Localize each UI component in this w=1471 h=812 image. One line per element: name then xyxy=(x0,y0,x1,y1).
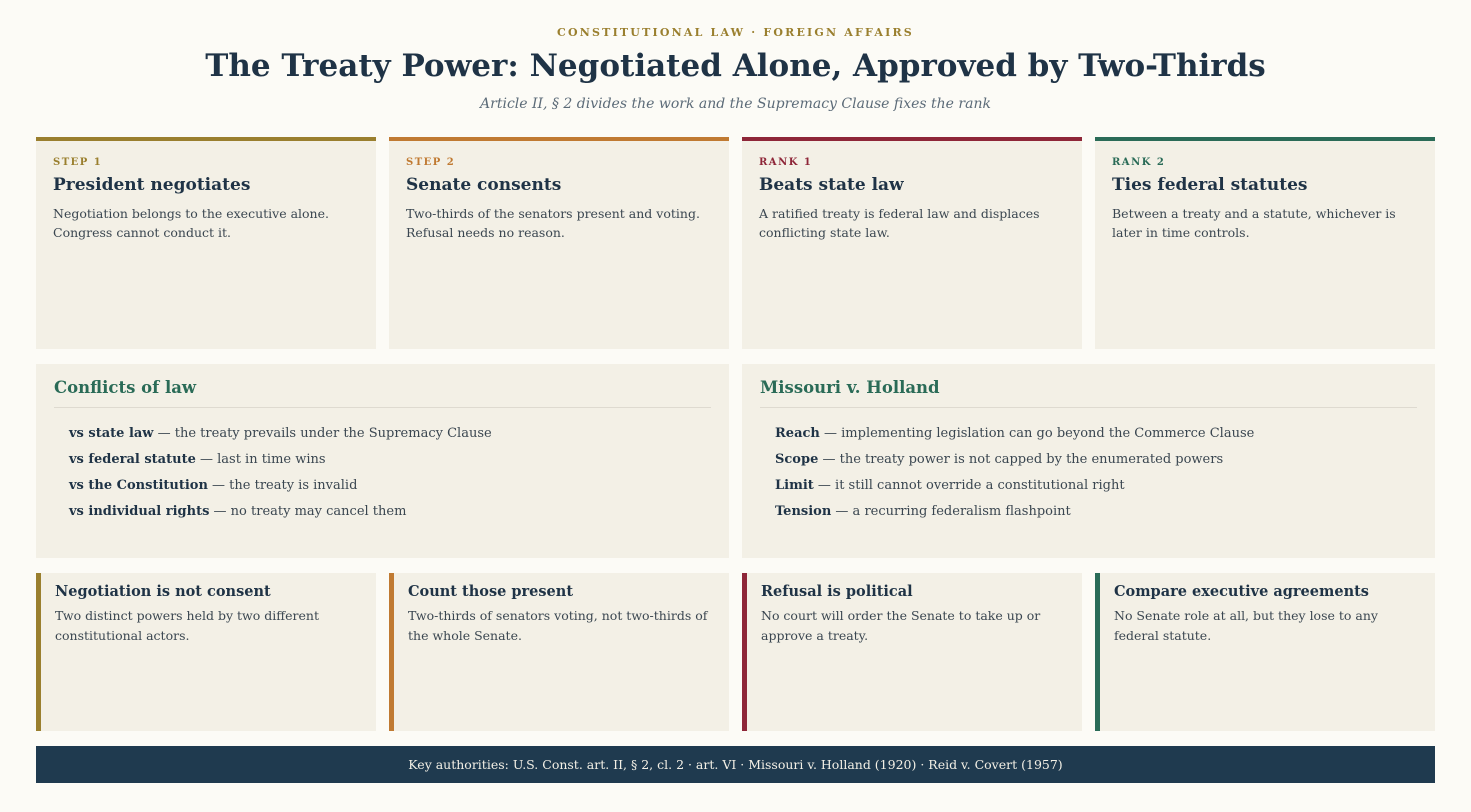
notes-row xyxy=(36,573,1435,731)
footer-authorities: Key authorities: U.S. Const. art. II, § 2, cl. 2 · art. VI · Missouri v. Holland (1920) · Reid v. Covert (1957) xyxy=(36,746,1435,783)
note-title: Compare executive agreements xyxy=(1114,583,1369,600)
list-item xyxy=(775,447,1417,473)
list-item-term: Reach xyxy=(775,426,820,441)
list-item xyxy=(775,499,1417,525)
list-item-text: — it still cannot override a constitutional right xyxy=(813,478,1125,493)
list-item-term: vs state law xyxy=(69,426,154,441)
list-item-text: — last in time wins xyxy=(195,452,326,467)
panel-missouri-v-holland xyxy=(742,364,1435,558)
card-title: Beats state law xyxy=(759,175,904,195)
list-item-text: — a recurring federalism flashpoint xyxy=(831,504,1071,519)
card-president-negotiates xyxy=(36,137,376,349)
card-kicker: STEP 1 xyxy=(53,157,103,168)
card-kicker: STEP 2 xyxy=(406,157,456,168)
list-item-term: vs the Constitution xyxy=(69,478,208,493)
note-title: Count those present xyxy=(408,583,574,600)
list-item-text: — implementing legislation can go beyond the Commerce Clause xyxy=(819,426,1255,441)
note-refusal-is-political xyxy=(742,573,1082,731)
card-kicker: RANK 2 xyxy=(1112,157,1166,168)
list-item xyxy=(775,421,1417,447)
card-title: President negotiates xyxy=(53,175,251,195)
card-body: Between a treaty and a statute, whichever is later in time controls. xyxy=(1112,206,1396,240)
list-item xyxy=(69,421,711,447)
list-item xyxy=(69,499,711,525)
note-body: No Senate role at all, but they lose to any federal statute. xyxy=(1114,608,1378,643)
panel-title: Missouri v. Holland xyxy=(760,378,1417,408)
list-item-text: — the treaty prevails under the Supremacy Clause xyxy=(153,426,492,441)
note-title: Refusal is political xyxy=(761,583,913,600)
note-body: No court will order the Senate to take up or approve a treaty. xyxy=(761,608,1041,643)
page-title: The Treaty Power: Negotiated Alone, Approved by Two-Thirds xyxy=(205,48,1266,84)
card-title: Ties federal statutes xyxy=(1112,175,1308,195)
list-item-term: Tension xyxy=(775,504,832,519)
card-kicker: RANK 1 xyxy=(759,157,813,168)
note-count-those-present xyxy=(389,573,729,731)
card-senate-consents xyxy=(389,137,729,349)
list-item-term: vs federal statute xyxy=(69,452,196,467)
note-body: Two-thirds of senators voting, not two-thirds of the whole Senate. xyxy=(408,608,708,643)
note-compare-executive-agreements xyxy=(1095,573,1435,731)
note-body: Two distinct powers held by two different constitutional actors. xyxy=(55,608,319,643)
card-body: Negotiation belongs to the executive alone. Congress cannot conduct it. xyxy=(53,206,329,240)
eyebrow: CONSTITUTIONAL LAW · FOREIGN AFFAIRS xyxy=(557,26,914,39)
list-item-text: — the treaty power is not capped by the enumerated powers xyxy=(818,452,1224,467)
list-item xyxy=(69,473,711,499)
note-title: Negotiation is not consent xyxy=(55,583,271,600)
panel-conflicts-of-law xyxy=(36,364,729,558)
card-body: A ratified treaty is federal law and displaces conflicting state law. xyxy=(759,206,1040,240)
conflicts-list xyxy=(54,421,711,525)
card-title: Senate consents xyxy=(406,175,562,195)
step-rank-cards xyxy=(36,137,1435,349)
list-item-term: Scope xyxy=(775,452,819,467)
note-negotiation-not-consent xyxy=(36,573,376,731)
card-ties-federal-statutes xyxy=(1095,137,1435,349)
list-item-term: Limit xyxy=(775,478,814,493)
list-item-text: — no treaty may cancel them xyxy=(209,504,407,519)
list-item-term: vs individual rights xyxy=(69,504,210,519)
holland-list xyxy=(760,421,1417,525)
card-beats-state-law xyxy=(742,137,1082,349)
page-subtitle: Article II, § 2 divides the work and the Supremacy Clause fixes the rank xyxy=(480,96,991,112)
list-item xyxy=(775,473,1417,499)
list-item-text: — the treaty is invalid xyxy=(207,478,358,493)
panel-title: Conflicts of law xyxy=(54,378,711,408)
card-body: Two-thirds of the senators present and voting. Refusal needs no reason. xyxy=(406,206,700,240)
list-item xyxy=(69,447,711,473)
detail-panels xyxy=(36,364,1435,558)
